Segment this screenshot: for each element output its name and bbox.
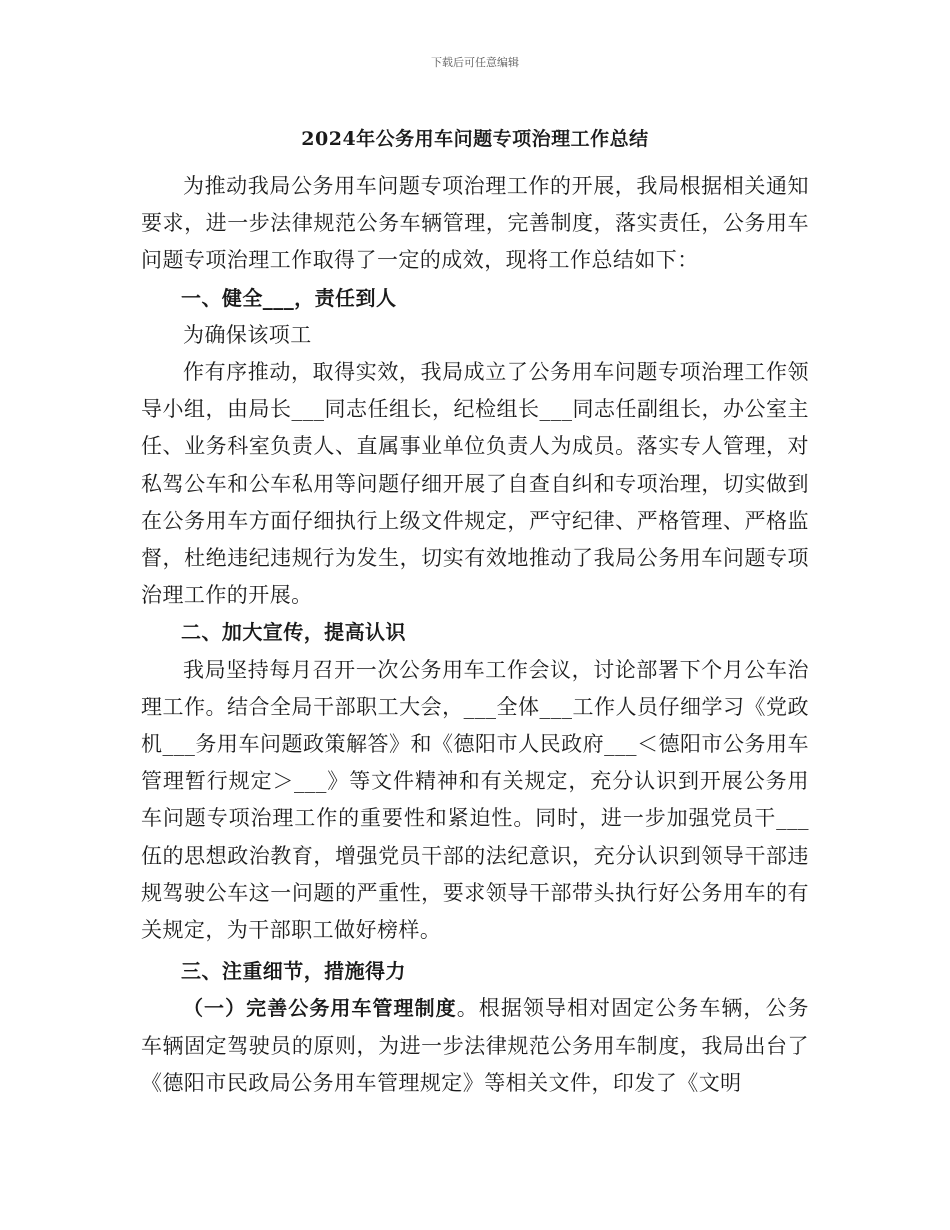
section-1-heading: 一、健全___，责任到人 — [181, 285, 397, 310]
subsection-1-label: （一）完善公务用车管理制度 — [183, 996, 457, 1021]
page-header-note: 下载后可任意编辑 — [431, 56, 519, 69]
document-body — [141, 168, 809, 1102]
section-3-heading: 三、注重细节，措施得力 — [181, 959, 406, 984]
intro-paragraph: 为推动我局公务用车问题专项治理工作的开展，我局根据相关通知要求，进一步法律规范公务车辆管理，完善制度，落实责任，公务用车问题专项治理工作取得了一定的成效，现将工作总结如下： — [141, 174, 809, 273]
section-1-paragraph: 作有序推动，取得实效，我局成立了公务用车问题专项治理工作领导小组，由局长___同志任组长，纪检组长___同志任副组长，办公室主任、业务科室负责人、直属事业单位负责人为成员。落实专人管理，对私驾公车和公车私用等问题仔细开展了自查自纠和专项治理，切实做到在公务用车方面仔细执行上级文件规定，严守纪律、严格管理、严格监督，杜绝违纪违规行为发生，切实有效地推动了我局公务用车问题专项治理工作的开展。 — [141, 360, 809, 608]
section-2-heading: 二、加大宣传，提高认识 — [181, 620, 406, 645]
subsection-1-text: 。根据领导相对固定公务车辆，公务车辆固定驾驶员的原则，为进一步法律规范公务用车制度，我局出台了《德阳市民政局公务用车管理规定》等相关文件，印发了《文明 — [141, 996, 809, 1095]
document-title: 2024年公务用车问题专项治理工作总结 — [301, 128, 649, 150]
section-1-first-line: 为确保该项工 — [183, 322, 312, 347]
section-2-paragraph: 我局坚持每月召开一次公务用车工作会议，讨论部署下个月公车治理工作。结合全局干部职工大会，___全体___工作人员仔细学习《党政机___务用车问题政策解答》和《德阳市人民政府___＜德阳市公务用车管理暂行规定＞___》等文件精神和有关规定，充分认识到开展公务用车问题专项治理工作的重要性和紧迫性。同时，进一步加强党员干___伍的思想政治教育，增强党员干部的法纪意识，充分认识到领导干部违规驾驶公车这一问题的严重性，要求领导干部带头执行好公务用车的有关规定，为干部职工做好榜样。 — [141, 657, 809, 943]
section-3-subsection-1 — [141, 990, 809, 1102]
